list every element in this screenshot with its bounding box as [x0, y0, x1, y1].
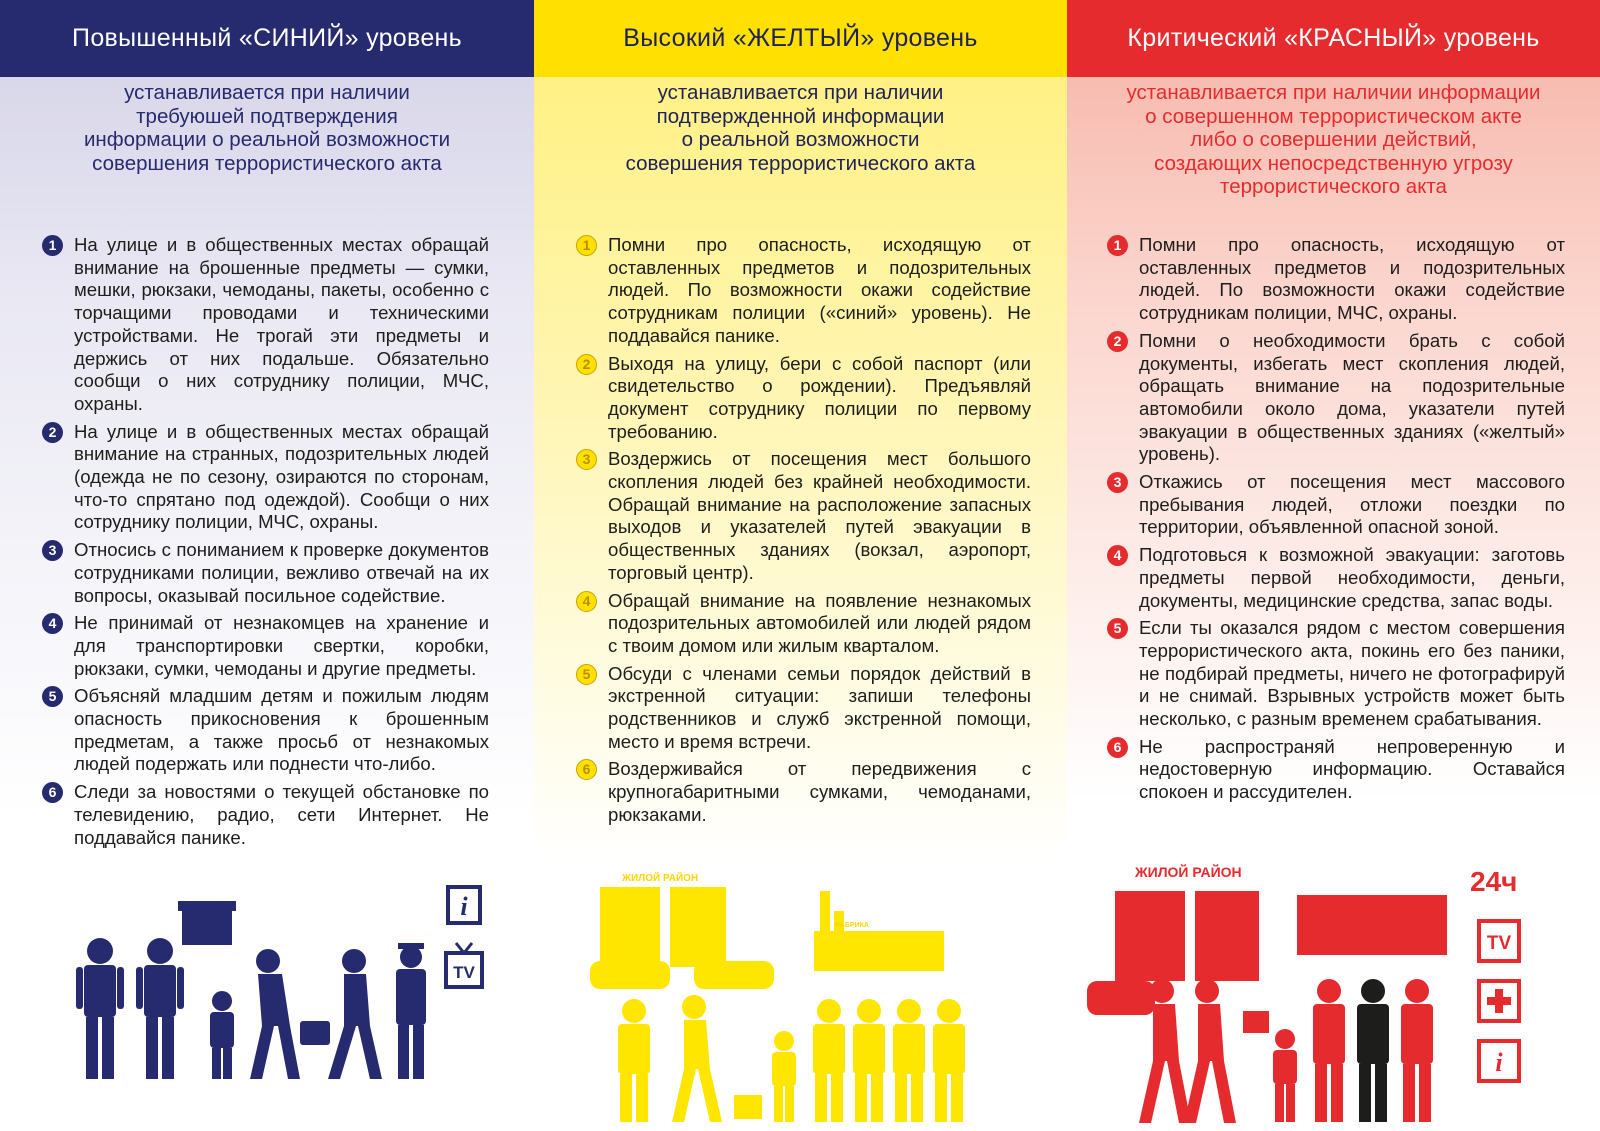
svg-text:i: i [1495, 1048, 1503, 1077]
number-badge: 6 [576, 759, 597, 780]
number-badge: 1 [576, 235, 597, 256]
item-text: Относись с пониманием к проверке документов сотрудниками полиции, вежливо отвечай на их вопросы, оказывай посильное содействие. [74, 539, 489, 606]
list-item [1107, 736, 1565, 804]
item-text: Если ты оказался рядом с местом совершения террористического акта, покинь его без паники, не подбирай предметы, ничего не фотографируй и не снимай. Взрывных устройств может быть несколько, с разным временем срабатывания. [1139, 617, 1565, 730]
item-text: Помни о необходимости брать с собой документы, избегать мест скопления людей, обращать внимание на подозрительные автомобили около дома, указатели путей эвакуации в общественных зданиях («желтый» уровень). [1139, 329, 1565, 465]
tv-icon [446, 943, 482, 987]
24h-label: 24ч [1470, 866, 1518, 897]
building-shape [600, 887, 660, 967]
number-badge: 2 [576, 354, 597, 375]
number-badge: 3 [1107, 472, 1128, 493]
item-text: Помни про опасность, исходящую от оставленных предметов и подозрительных людей. По возможности окажи содействие сотрудникам полиции («синий» уровень). Не поддавайся панике. [608, 234, 1031, 346]
number-badge: 5 [1107, 618, 1128, 639]
walking-person-figure [328, 949, 382, 1079]
number-badge: 3 [42, 540, 63, 561]
list-item [576, 234, 1031, 348]
factory-shape [814, 931, 894, 971]
list-item [1107, 330, 1565, 466]
walking-person-figure [250, 949, 300, 1079]
item-text: Подготовься к возможной эвакуации: заготовь предметы первой необходимости, деньги, документы, медицинские средства, запас воды. [1139, 544, 1565, 611]
item-text: Обращай внимание на появление незнакомых подозрительных автомобилей или людей рядом с твоим домом или жилым кварталом. [608, 589, 1031, 656]
yellow-city-illustration [534, 861, 1067, 1131]
policeman-figure [136, 938, 184, 1079]
masked-person-figure [1357, 979, 1389, 1122]
blue-level-column [0, 0, 534, 1131]
item-text: На улице и в общественных местах обращай внимание на брошенные предметы — сумки, мешки, рюкзаки, чемоданы, пакеты, особенно с торчащими проводами и техническими устройствами. Не трогай эти предметы и держись от них подальше. Обязательно сообщи о них сотруднику полиции, МЧС, охраны. [74, 234, 489, 414]
red-level-subtitle: устанавливается при наличии информации о совершенном террористическом акте либо о совершении действий, создающих непосредственную угрозу террористического акта [1126, 81, 1541, 198]
red-level-list [1107, 234, 1565, 809]
list-item [576, 448, 1031, 584]
gift-box-icon [734, 1095, 762, 1119]
number-badge: 2 [42, 422, 63, 443]
number-badge: 3 [576, 449, 597, 470]
building-shape [1115, 891, 1185, 981]
running-person-figure [1184, 979, 1236, 1123]
factory-label: ФАБРИКА [834, 922, 869, 929]
list-item [42, 421, 489, 535]
man-with-hat-figure [396, 943, 426, 1079]
number-badge: 5 [42, 686, 63, 707]
yellow-level-column [534, 0, 1067, 1131]
list-item [1107, 617, 1565, 731]
list-item [1107, 234, 1565, 325]
red-evacuation-illustration [1067, 861, 1600, 1131]
blue-illustration [0, 861, 533, 1131]
number-badge: 2 [1107, 331, 1128, 352]
svg-text:TV: TV [1486, 933, 1512, 954]
yellow-level-list [576, 234, 1031, 832]
list-item [42, 612, 489, 680]
walking-person-figure [672, 995, 722, 1122]
theatre-building-shape [1297, 895, 1447, 955]
car-shape [694, 961, 774, 989]
item-text: Откажись от посещения мест массового пребывания людей, отложи поездки по территории, объявленной опасной зоной. [1139, 471, 1565, 538]
list-item [42, 685, 489, 776]
blue-level-subtitle: устанавливается при наличии требуюшей подтверждения информации о реальной возможности совершения террористического акта [83, 81, 451, 175]
number-badge: 1 [42, 235, 63, 256]
item-text: Воздержись от посещения мест большого скопления людей без крайней необходимости. Обращай внимание на расположение запасных выходов и указателей путей эвакуации в общественных зданиях (вокзал, аэропорт, торговый центр). [608, 448, 1031, 583]
list-item [576, 590, 1031, 658]
info-icon [448, 887, 480, 923]
blue-people-illustration [0, 861, 533, 1131]
number-badge: 6 [1107, 737, 1128, 758]
red-level-column [1067, 0, 1600, 1131]
number-badge: 4 [1107, 545, 1128, 566]
tv-icon [1479, 921, 1519, 961]
list-item [1107, 544, 1565, 612]
item-text: Не распространяй непроверенную и недостоверную информацию. Оставайся спокоен и рассудителен. [1139, 735, 1565, 803]
list-item [576, 758, 1031, 826]
child-figure [772, 1031, 796, 1122]
person-with-backpack-figure [618, 999, 650, 1122]
item-text: Объясняй младшим детям и пожилым людям опасность прикосновения к брошенным предметам, а также просьб от незнакомых людей подержать или поднести что-либо. [74, 685, 489, 775]
red-illustration [1067, 861, 1600, 1131]
item-text: Выходя на улицу, бери с собой паспорт (или свидетельство о рождении). Предъявляй документ сотруднику полиции по первому требованию. [608, 352, 1031, 442]
district-label: ЖИЛОЙ РАЙОН [1135, 864, 1242, 880]
item-text: Не принимай от незнакомцев на хранение и для транспортировки свертки, коробки, рюкзаки, сумки, чемоданы и другие предметы. [74, 612, 489, 679]
item-text: Помни про опасность, исходящую от оставленных предметов и подозрительных людей. По возможности окажи содействие сотрудникам полиции, МЧС, охраны. [1139, 234, 1565, 324]
building-shape [1195, 891, 1259, 981]
list-item [576, 353, 1031, 444]
number-badge: 6 [42, 782, 63, 803]
list-item [1107, 471, 1565, 539]
number-badge: 1 [1107, 235, 1128, 256]
car-shape [1087, 981, 1155, 1015]
bag-icon [300, 1021, 330, 1045]
building-shape [670, 887, 726, 967]
yellow-illustration [534, 861, 1067, 1131]
list-item [42, 539, 489, 607]
item-text: На улице и в общественных местах обращай внимание на странных, подозрительных людей (одежда не по сезону, озираются по сторонам, что-то спрятано под одеждой). Сообщи о них сотруднику полиции, МЧС, охраны. [74, 420, 489, 533]
gift-box-icon [1243, 1011, 1269, 1033]
gift-box-icon [178, 901, 236, 945]
blue-level-title: Повышенный «СИНИЙ» уровень [0, 0, 534, 77]
number-badge: 4 [42, 613, 63, 634]
item-text: Следи за новостями о текущей обстановке по телевидению, радио, сети Интернет. Не поддавайся панике. [74, 781, 489, 848]
yellow-level-subtitle: устанавливается при наличии подтвержденной информации о реальной возможности совершения террористического акта [625, 81, 976, 175]
number-badge: 4 [576, 591, 597, 612]
car-shape [590, 961, 670, 989]
first-aid-icon [1479, 981, 1519, 1021]
item-text: Воздерживайся от передвижения с крупногабаритными сумками, чемоданами, рюкзаками. [608, 758, 1031, 825]
yellow-level-title: Высокий «ЖЕЛТЫЙ» уровень [534, 0, 1067, 77]
svg-text:i: i [460, 892, 468, 921]
svg-text:TV: TV [453, 963, 475, 982]
list-item [42, 234, 489, 416]
list-item [42, 781, 489, 849]
building-shape [894, 931, 944, 971]
info-icon [1479, 1041, 1519, 1081]
child-figure [210, 991, 234, 1079]
policeman-figure [76, 938, 124, 1079]
crowd-figures [813, 999, 965, 1122]
district-label: ЖИЛОЙ РАЙОН [622, 873, 699, 884]
child-figure [1273, 1029, 1297, 1122]
list-item [576, 663, 1031, 754]
red-level-title: Критический «КРАСНЫЙ» уровень [1067, 0, 1600, 77]
item-text: Обсуди с членами семьи порядок действий в экстренной ситуации: запиши телефоны родственников и служб экстренной помощи, место и время встречи. [608, 662, 1031, 752]
number-badge: 5 [576, 664, 597, 685]
blue-level-list [42, 234, 489, 854]
